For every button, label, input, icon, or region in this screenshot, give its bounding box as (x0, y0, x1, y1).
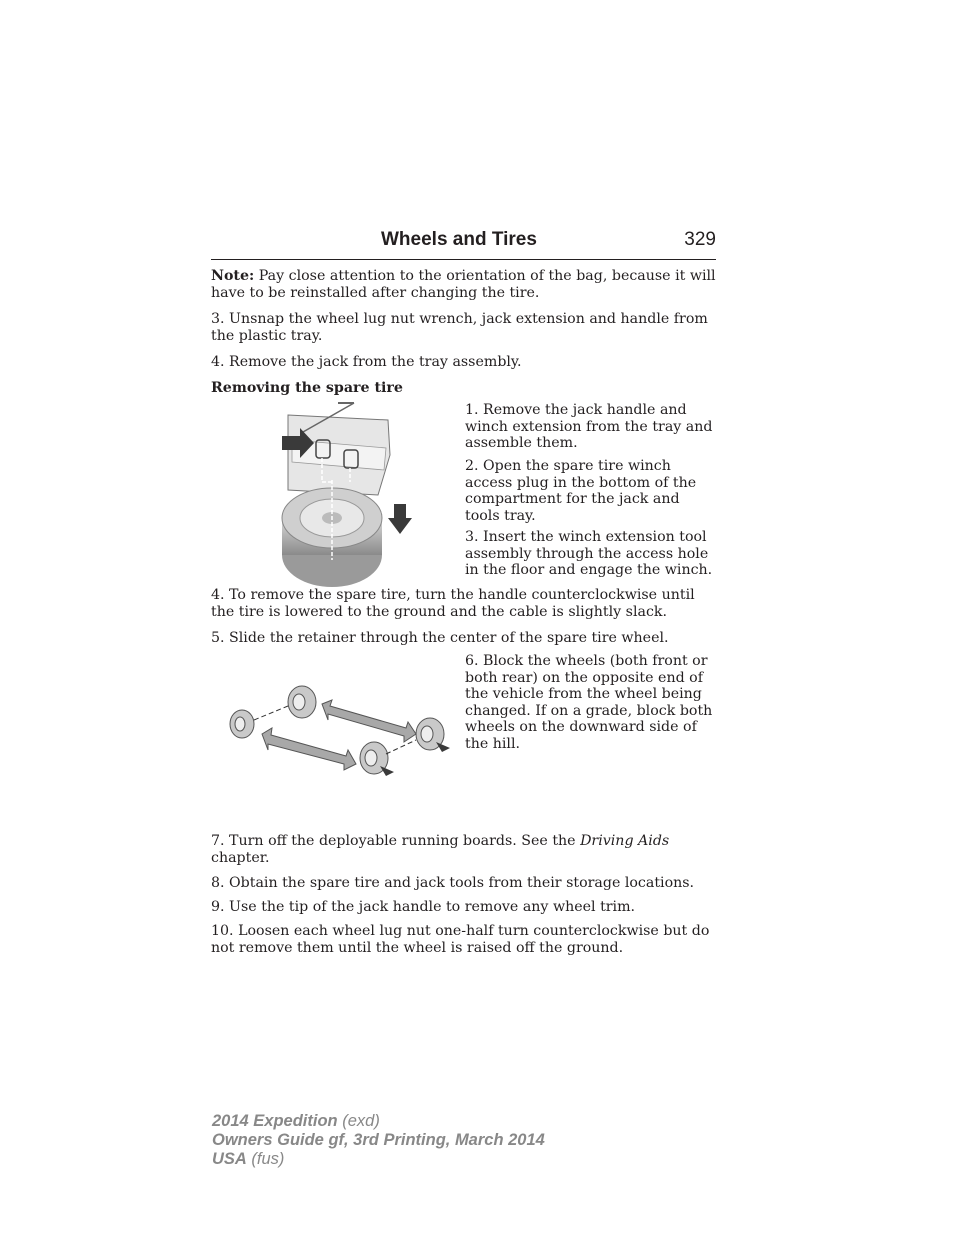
step-text: 4. To remove the spare tire, turn the handle counterclockwise until the tire is lowered to the ground and the cable is slightly slack. (211, 587, 695, 620)
step-text: 5. Slide the retainer through the center of the spare tire wheel. (211, 630, 669, 646)
step-8-paragraph (211, 875, 716, 892)
section-title: Wheels and Tires (381, 229, 537, 250)
step-text: 7. Turn off the deployable running boards. See the (211, 833, 581, 849)
page-footer (212, 1112, 545, 1169)
step-text: 4. Remove the jack from the tray assembly. (211, 354, 522, 370)
step-text: 6. Block the wheels (both front or both rear) on the opposite end of the vehicle from the wheel being changed. If on a grade, block both wheels on the downward side of the hill. (465, 653, 713, 752)
step-5-paragraph (211, 630, 716, 647)
page-header (211, 229, 716, 260)
footer-model: 2014 Expedition (212, 1112, 338, 1130)
block-wheels-step (465, 653, 717, 752)
step-3-paragraph (211, 311, 716, 344)
note-label: Note: (211, 268, 255, 284)
spare-step-3 (465, 529, 717, 579)
step-text: 10. Loosen each wheel lug nut one-half turn counterclockwise but do not remove them until the wheel is raised off the ground. (211, 923, 710, 956)
step-10-paragraph (211, 923, 716, 956)
step-text: chapter. (211, 849, 270, 866)
step-4-lower-paragraph (211, 587, 716, 620)
footer-edition: Owners Guide gf, 3rd Printing, March 2014 (212, 1131, 545, 1149)
heading-text: Removing the spare tire (211, 380, 403, 396)
step-text: 2. Open the spare tire winch access plug in the bottom of the compartment for the jack and tools tray. (465, 458, 697, 524)
step-9-paragraph (211, 899, 716, 916)
step-text: 8. Obtain the spare tire and jack tools from their storage locations. (211, 875, 695, 891)
section-heading (211, 380, 716, 397)
step-text: 1. Remove the jack handle and winch extension from the tray and assemble them. (465, 402, 713, 451)
spare-tire-illustration (278, 400, 418, 600)
footer-market: USA (212, 1150, 247, 1168)
step-text: 3. Unsnap the wheel lug nut wrench, jack extension and handle from the plastic tray. (211, 311, 708, 344)
page-number: 329 (684, 229, 716, 250)
spare-step-1 (465, 402, 717, 452)
note-paragraph (211, 268, 716, 301)
step-text: 9. Use the tip of the jack handle to remove any wheel trim. (211, 899, 636, 915)
step-4-paragraph (211, 354, 716, 371)
step-text: 3. Insert the winch extension tool assembly through the access hole in the floor and engage the winch. (465, 529, 713, 578)
spare-step-2 (465, 458, 717, 524)
step-7-paragraph (211, 833, 716, 866)
footer-code: (fus) (246, 1150, 285, 1168)
note-text: Pay close attention to the orientation of the bag, because it will have to be reinstalled after changing the tire. (211, 268, 716, 301)
wheel-blocking-illustration (228, 682, 456, 782)
footer-code: (exd) (337, 1112, 380, 1130)
chapter-reference: Driving Aids (580, 833, 670, 849)
